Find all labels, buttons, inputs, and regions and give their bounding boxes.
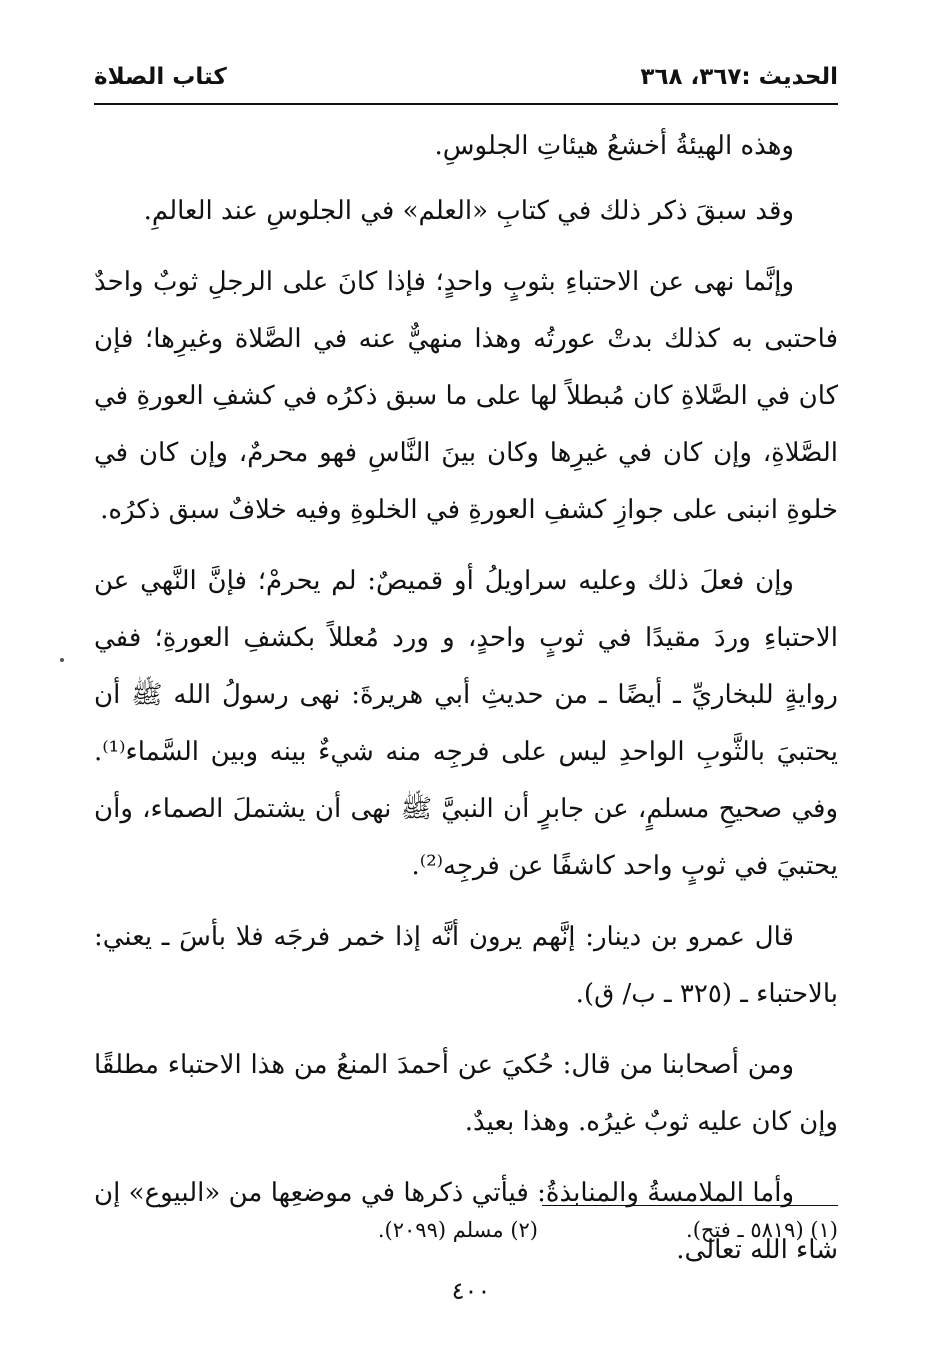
main-text xyxy=(94,118,838,1293)
scan-speck xyxy=(60,658,64,662)
paragraph-1: وهذه الهيئةُ أخشعُ هيئاتِ الجلوسِ. xyxy=(434,131,794,161)
footnote-2: (٢) مسلم (٢٠٩٩). xyxy=(377,1218,538,1242)
book-title: كتاب الصلاة xyxy=(94,64,227,90)
hadith-range-label: الحديث :٣٦٧، ٣٦٨ xyxy=(640,64,838,90)
footnote-1: (١) (٥٨١٩ ـ فتح). xyxy=(686,1218,838,1242)
header-divider xyxy=(94,103,838,105)
running-header xyxy=(94,56,838,96)
paragraph-7: وأما الملامسةُ والمنابذةُ: فيأتي ذكرها في موضعِها من «البيوع» إن شاء الله تعالى. xyxy=(94,1178,838,1265)
paragraph-6: ومن أصحابنا من قال: حُكيَ عن أحمدَ المنعُ من هذا الاحتباء مطلقًا وإن كان عليه ثوبٌ غيرُه. وهذا بعيدٌ. xyxy=(94,1050,838,1137)
paragraph-3: وإنَّما نهى عن الاحتباءِ بثوبٍ واحدٍ؛ فإذا كانَ على الرجلِ ثوبٌ واحدٌ فاحتبى به كذلك بدتْ عورتُه وهذا منهيٌّ عنه في الصَّلاة وغيرِها؛ فإن كان في الصَّلاةِ كان مُبطلاً لها على ما سبق ذكرُه في كشفِ العورةِ في الصَّلاةِ، وإن كان في غيرِها وكان بينَ النَّاسِ فهو محرمٌ، وإن كان في خلوةِ انبنى على جوازِ كشفِ العورةِ في الخلوةِ وفيه خلافٌ سبق ذكرُه. xyxy=(94,267,838,525)
paragraph-4: وإن فعلَ ذلك وعليه سراويلُ أو قميصٌ: لم يحرمْ؛ فإنَّ النَّهي عن الاحتباءِ وردَ مقيدًا في ثوبٍ واحدٍ، و ورد مُعللاً بكشفِ العورةِ؛ ففي روايةٍ للبخاريِّ ـ أيضًا ـ من حديثِ أبي هريرةَ: نهى رسولُ الله ﷺ أن يحتبيَ بالثَّوبِ الواحدِ ليس على فرجِه منه شيءٌ بينه وبين السَّماء⁽¹⁾. وفي صحيحِ مسلمٍ، عن جابرٍ أن النبيَّ ﷺ نهى أن يشتملَ الصماء، وأن يحتبيَ في ثوبٍ واحد كاشفًا عن فرجِه⁽²⁾. xyxy=(94,566,838,881)
page-number: ٤٠٠ xyxy=(451,1277,491,1305)
footnote-divider xyxy=(542,1205,838,1206)
paragraph-2: وقد سبقَ ذكر ذلك في كتابِ «العلم» في الجلوسِ عند العالمِ. xyxy=(143,196,794,226)
footnotes xyxy=(94,1218,838,1252)
paragraph-5: قال عمرو بن دينار: إنَّهم يرون أنَّه إذا خمر فرجَه فلا بأسَ ـ يعني: بالاحتباء ـ (٣٢٥ ـ ب/ ق). xyxy=(94,922,838,1009)
